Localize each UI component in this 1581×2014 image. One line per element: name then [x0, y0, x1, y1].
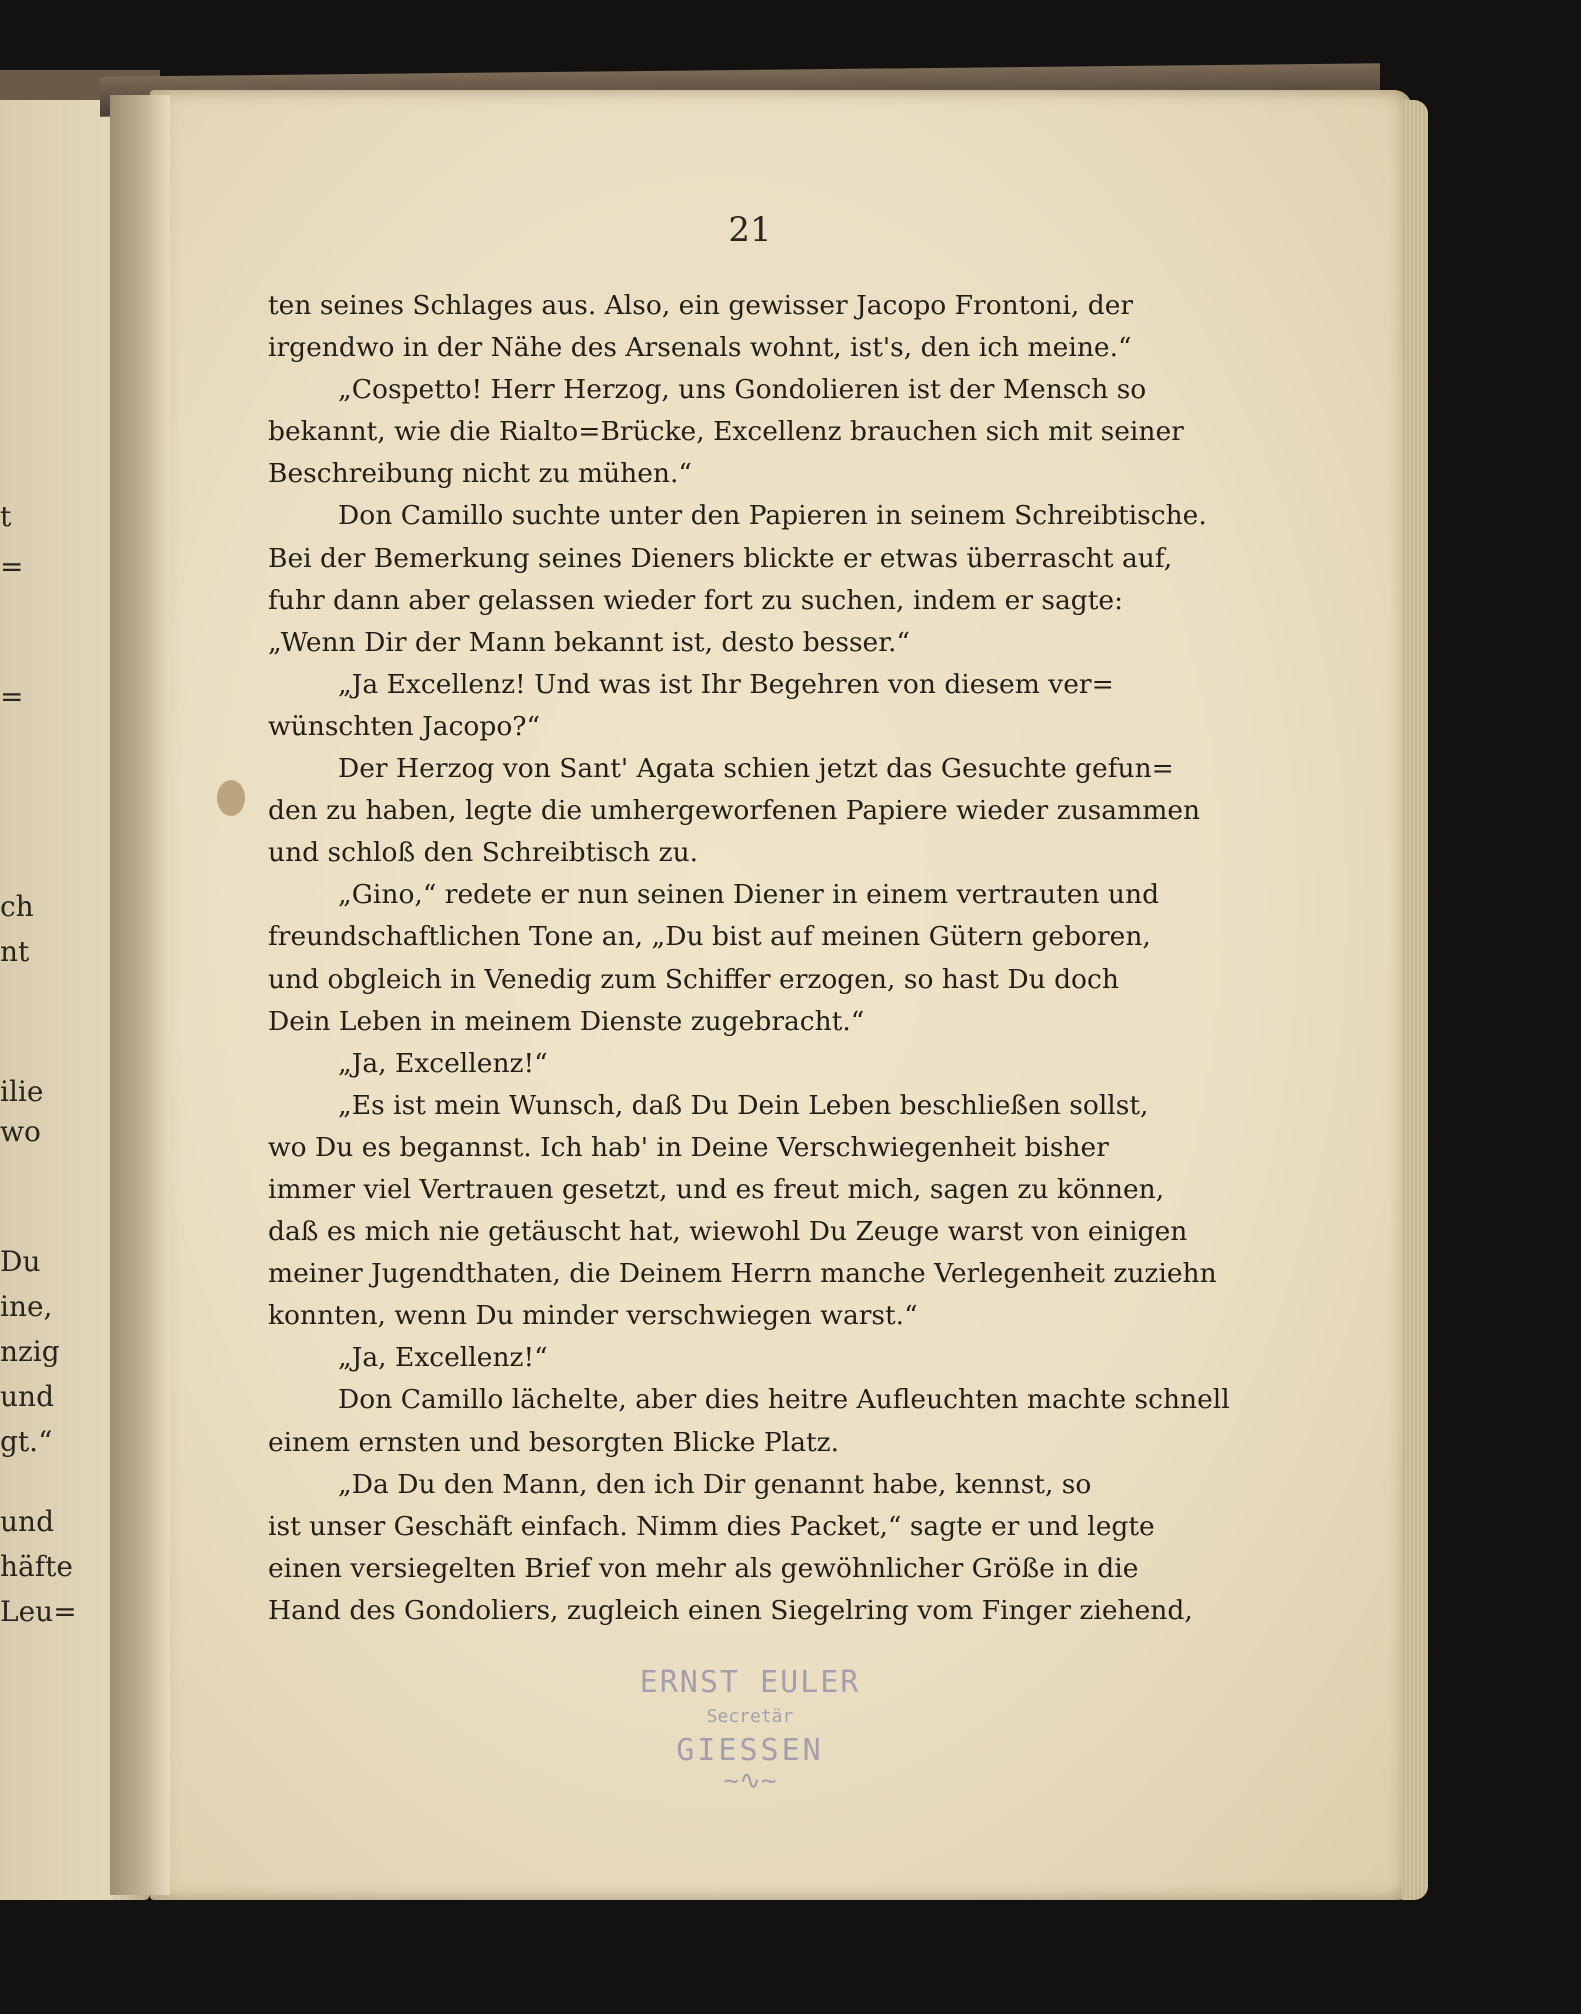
stamp-title: Secretär	[706, 1706, 794, 1727]
left-page-fragment: nzig	[0, 1335, 60, 1368]
text-line: konnten, wenn Du minder verschwiegen warst.“	[268, 1300, 918, 1332]
left-page-fragment: wo	[0, 1115, 41, 1148]
left-page-fragment: Du	[0, 1245, 41, 1278]
text-line: einem ernsten und besorgten Blicke Platz.	[268, 1426, 840, 1458]
left-page-fragment: t	[0, 500, 12, 533]
left-page-fragment: nt	[0, 935, 30, 968]
text-line: Der Herzog von Sant' Agata schien jetzt das Gesuchte gefun=	[338, 753, 1174, 785]
text-line: „Es ist mein Wunsch, daß Du Dein Leben beschließen sollst,	[338, 1089, 1149, 1121]
text-line: Beschreibung nicht zu mühen.“	[268, 458, 692, 490]
text-line: immer viel Vertrauen gesetzt, und es freut mich, sagen zu können,	[268, 1173, 1165, 1205]
text-line: „Cospetto! Herr Herzog, uns Gondolieren ist der Mensch so	[338, 374, 1147, 406]
text-line: Don Camillo lächelte, aber dies heitre Aufleuchten machte schnell	[338, 1384, 1230, 1416]
text-line: wünschten Jacopo?“	[268, 710, 541, 742]
text-line: einen versiegelten Brief von mehr als gewöhnlicher Größe in die	[268, 1552, 1139, 1584]
text-line: fuhr dann aber gelassen wieder fort zu suchen, indem er sagte:	[268, 584, 1124, 616]
left-page-fragment: und	[0, 1380, 54, 1413]
text-line: Don Camillo suchte unter den Papieren in seinem Schreibtische.	[338, 500, 1207, 532]
book-gutter	[110, 95, 170, 1895]
text-line: Dein Leben in meinem Dienste zugebracht.“	[268, 1005, 865, 1037]
stamp-city: GIESSEN	[676, 1733, 824, 1768]
stamp-name: ERNST EULER	[639, 1665, 861, 1700]
foxing-spot	[217, 780, 245, 816]
text-line: freundschaftlichen Tone an, „Du bist auf meinen Gütern geboren,	[268, 921, 1151, 953]
text-line: bekannt, wie die Rialto=Brücke, Excellenz brauchen sich mit seiner	[268, 416, 1184, 448]
text-line: meiner Jugendthaten, die Deinem Herrn manche Verlegenheit zuziehn	[268, 1258, 1217, 1290]
library-stamp	[600, 1665, 900, 1796]
text-line: irgendwo in der Nähe des Arsenals wohnt, ist's, den ich meine.“	[268, 332, 1132, 364]
left-page-fragment: =	[0, 550, 24, 583]
text-line: „Gino,“ redete er nun seinen Diener in einem vertrauten und	[338, 879, 1160, 911]
text-line: daß es mich nie getäuscht hat, wiewohl Du Zeuge warst von einigen	[268, 1216, 1188, 1248]
text-line: „Ja, Excellenz!“	[338, 1047, 548, 1079]
text-line: ist unser Geschäft einfach. Nimm dies Packet,“ sagte er und legte	[268, 1510, 1155, 1542]
left-page-fragment: =	[0, 680, 24, 713]
page-block-edge	[1402, 100, 1428, 1900]
text-line: Bei der Bemerkung seines Dieners blickte er etwas überrascht auf,	[268, 542, 1173, 574]
left-page-fragment: gt.“	[0, 1425, 53, 1458]
text-line: den zu haben, legte die umhergeworfenen Papiere wieder zusammen	[268, 795, 1201, 827]
text-line: und obgleich in Venedig zum Schiffer erzogen, so hast Du doch	[268, 963, 1119, 995]
left-page-fragment: und	[0, 1505, 54, 1538]
text-line: „Ja Excellenz! Und was ist Ihr Begehren von diesem ver=	[338, 668, 1114, 700]
text-line: Hand des Gondoliers, zugleich einen Siegelring vom Finger ziehend,	[268, 1594, 1193, 1626]
text-line: wo Du es begannst. Ich hab' in Deine Verschwiegenheit bisher	[268, 1131, 1109, 1163]
text-line: und schloß den Schreibtisch zu.	[268, 837, 699, 869]
stamp-flourish-icon: ~∿~	[723, 1766, 777, 1796]
text-line: „Ja, Excellenz!“	[338, 1342, 548, 1374]
left-page-fragment: Leu=	[0, 1595, 77, 1628]
page-text-block	[268, 285, 1238, 1632]
left-page-fragment: ch	[0, 890, 34, 923]
text-line: „Wenn Dir der Mann bekannt ist, desto besser.“	[268, 626, 910, 658]
page-number: 21	[728, 210, 772, 250]
left-page-fragment: ine,	[0, 1290, 53, 1323]
text-line: „Da Du den Mann, den ich Dir genannt habe, kennst, so	[338, 1468, 1092, 1500]
left-page-fragment: ilie	[0, 1075, 44, 1108]
text-line: ten seines Schlages aus. Also, ein gewisser Jacopo Frontoni, der	[268, 290, 1134, 321]
left-page-fragment: häfte	[0, 1550, 73, 1583]
